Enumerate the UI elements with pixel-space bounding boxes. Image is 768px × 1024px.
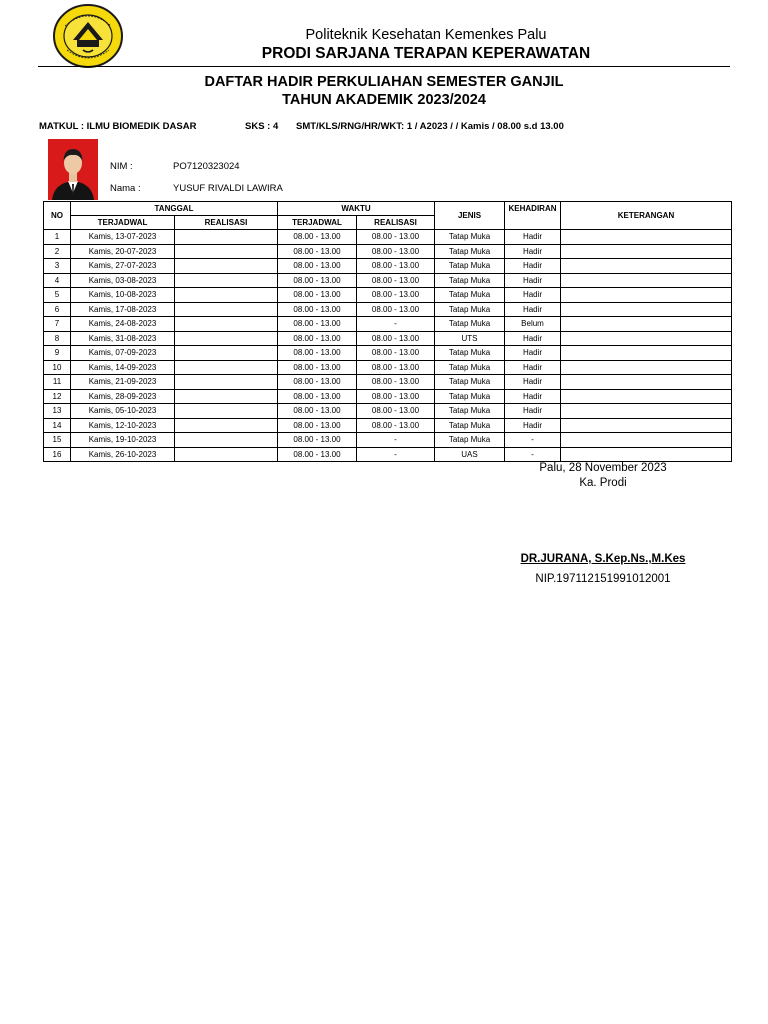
table-row <box>44 331 732 346</box>
remarks <box>561 273 732 288</box>
realized-date <box>175 404 278 419</box>
attendance-status: Hadir <box>505 389 561 404</box>
signature-role: Ka. Prodi <box>579 477 627 489</box>
remarks <box>561 375 732 390</box>
table-row <box>44 302 732 317</box>
attendance-status: Belum <box>505 317 561 332</box>
session-type: Tatap Muka <box>435 244 505 259</box>
realized-date <box>175 360 278 375</box>
attendance-status: Hadir <box>505 418 561 433</box>
attendance-status: Hadir <box>505 331 561 346</box>
scheduled-date: Kamis, 19-10-2023 <box>71 433 175 448</box>
row-number: 15 <box>44 433 71 448</box>
scheduled-date: Kamis, 21-09-2023 <box>71 375 175 390</box>
row-number: 8 <box>44 331 71 346</box>
realized-date <box>175 317 278 332</box>
session-type: Tatap Muka <box>435 317 505 332</box>
scheduled-time: 08.00 - 13.00 <box>278 447 357 462</box>
row-number: 4 <box>44 273 71 288</box>
session-type: Tatap Muka <box>435 230 505 245</box>
realized-time: 08.00 - 13.00 <box>357 389 435 404</box>
session-type: UAS <box>435 447 505 462</box>
attendance-status: Hadir <box>505 259 561 274</box>
table-row <box>44 317 732 332</box>
table-row <box>44 288 732 303</box>
table-row <box>44 360 732 375</box>
scheduled-date: Kamis, 27-07-2023 <box>71 259 175 274</box>
realized-date <box>175 418 278 433</box>
scheduled-date: Kamis, 03-08-2023 <box>71 273 175 288</box>
remarks <box>561 331 732 346</box>
realized-date <box>175 375 278 390</box>
realized-time: 08.00 - 13.00 <box>357 418 435 433</box>
header-waktu-terjadwal: TERJADWAL <box>278 216 357 230</box>
remarks <box>561 447 732 462</box>
attendance-status: Hadir <box>505 302 561 317</box>
realized-date <box>175 447 278 462</box>
table-row <box>44 230 732 245</box>
session-type: Tatap Muka <box>435 302 505 317</box>
attendance-status: Hadir <box>505 288 561 303</box>
attendance-status: Hadir <box>505 244 561 259</box>
remarks <box>561 389 732 404</box>
attendance-status: Hadir <box>505 230 561 245</box>
realized-time: 08.00 - 13.00 <box>357 273 435 288</box>
table-row <box>44 273 732 288</box>
session-type: Tatap Muka <box>435 418 505 433</box>
session-type: Tatap Muka <box>435 288 505 303</box>
header-jenis: JENIS <box>435 202 505 230</box>
row-number: 13 <box>44 404 71 419</box>
scheduled-date: Kamis, 13-07-2023 <box>71 230 175 245</box>
course-sks: SKS : 4 <box>245 121 279 132</box>
row-number: 11 <box>44 375 71 390</box>
session-type: Tatap Muka <box>435 433 505 448</box>
scheduled-time: 08.00 - 13.00 <box>278 317 357 332</box>
table-row <box>44 433 732 448</box>
scheduled-date: Kamis, 07-09-2023 <box>71 346 175 361</box>
table-row <box>44 346 732 361</box>
academic-year: TAHUN AKADEMIK 2023/2024 <box>282 92 486 108</box>
header-waktu: WAKTU <box>278 202 435 216</box>
poltekkes-logo <box>53 4 123 68</box>
scheduled-time: 08.00 - 13.00 <box>278 331 357 346</box>
name-label: Nama : <box>110 183 141 194</box>
scheduled-time: 08.00 - 13.00 <box>278 418 357 433</box>
realized-date <box>175 230 278 245</box>
attendance-status: Hadir <box>505 404 561 419</box>
row-number: 7 <box>44 317 71 332</box>
signature-place-date: Palu, 28 November 2023 <box>539 462 667 474</box>
row-number: 5 <box>44 288 71 303</box>
realized-time: 08.00 - 13.00 <box>357 244 435 259</box>
attendance-table <box>43 201 732 462</box>
row-number: 16 <box>44 447 71 462</box>
remarks <box>561 317 732 332</box>
name-value: YUSUF RIVALDI LAWIRA <box>173 183 283 194</box>
realized-time: 08.00 - 13.00 <box>357 288 435 303</box>
scheduled-date: Kamis, 31-08-2023 <box>71 331 175 346</box>
realized-date <box>175 433 278 448</box>
table-row <box>44 244 732 259</box>
header-no: NO <box>44 202 71 230</box>
row-number: 3 <box>44 259 71 274</box>
scheduled-time: 08.00 - 13.00 <box>278 273 357 288</box>
attendance-status: Hadir <box>505 346 561 361</box>
attendance-status: - <box>505 433 561 448</box>
attendance-status: Hadir <box>505 375 561 390</box>
row-number: 2 <box>44 244 71 259</box>
row-number: 9 <box>44 346 71 361</box>
table-row <box>44 375 732 390</box>
session-type: Tatap Muka <box>435 346 505 361</box>
nim-value: PO7120323024 <box>173 161 240 172</box>
remarks <box>561 259 732 274</box>
realized-time: 08.00 - 13.00 <box>357 346 435 361</box>
table-row <box>44 418 732 433</box>
signatory-nip: NIP.197112151991012001 <box>535 573 671 585</box>
row-number: 14 <box>44 418 71 433</box>
attendance-status: - <box>505 447 561 462</box>
scheduled-time: 08.00 - 13.00 <box>278 259 357 274</box>
session-type: Tatap Muka <box>435 389 505 404</box>
scheduled-time: 08.00 - 13.00 <box>278 302 357 317</box>
remarks <box>561 360 732 375</box>
header-divider <box>38 66 730 67</box>
remarks <box>561 346 732 361</box>
remarks <box>561 288 732 303</box>
realized-time: 08.00 - 13.00 <box>357 259 435 274</box>
scheduled-date: Kamis, 20-07-2023 <box>71 244 175 259</box>
course-schedule: SMT/KLS/RNG/HR/WKT: 1 / A2023 / / Kamis / 08.00 s.d 13.00 <box>296 121 564 132</box>
session-type: Tatap Muka <box>435 273 505 288</box>
row-number: 12 <box>44 389 71 404</box>
scheduled-date: Kamis, 28-09-2023 <box>71 389 175 404</box>
remarks <box>561 230 732 245</box>
table-row <box>44 447 732 462</box>
row-number: 1 <box>44 230 71 245</box>
remarks <box>561 302 732 317</box>
realized-date <box>175 389 278 404</box>
scheduled-time: 08.00 - 13.00 <box>278 360 357 375</box>
student-photo <box>48 139 98 200</box>
scheduled-date: Kamis, 26-10-2023 <box>71 447 175 462</box>
session-type: Tatap Muka <box>435 375 505 390</box>
attendance-status: Hadir <box>505 273 561 288</box>
table-row <box>44 259 732 274</box>
scheduled-time: 08.00 - 13.00 <box>278 244 357 259</box>
header-tanggal-realisasi: REALISASI <box>175 216 278 230</box>
header-waktu-realisasi: REALISASI <box>357 216 435 230</box>
scheduled-date: Kamis, 05-10-2023 <box>71 404 175 419</box>
realized-time: 08.00 - 13.00 <box>357 230 435 245</box>
session-type: Tatap Muka <box>435 360 505 375</box>
realized-date <box>175 259 278 274</box>
scheduled-time: 08.00 - 13.00 <box>278 433 357 448</box>
remarks <box>561 433 732 448</box>
realized-date <box>175 288 278 303</box>
realized-date <box>175 346 278 361</box>
scheduled-date: Kamis, 24-08-2023 <box>71 317 175 332</box>
realized-time: 08.00 - 13.00 <box>357 360 435 375</box>
remarks <box>561 418 732 433</box>
signatory-name: DR.JURANA, S.Kep.Ns.,M.Kes <box>520 553 686 565</box>
realized-time: - <box>357 447 435 462</box>
scheduled-time: 08.00 - 13.00 <box>278 230 357 245</box>
realized-date <box>175 273 278 288</box>
institution-name: Politeknik Kesehatan Kemenkes Palu <box>305 27 547 43</box>
scheduled-date: Kamis, 14-09-2023 <box>71 360 175 375</box>
realized-date <box>175 331 278 346</box>
header-keterangan: KETERANGAN <box>561 202 732 230</box>
course-name: MATKUL : ILMU BIOMEDIK DASAR <box>39 121 197 132</box>
realized-time: 08.00 - 13.00 <box>357 302 435 317</box>
header-kehadiran: KEHADIRAN <box>505 202 561 230</box>
realized-time: 08.00 - 13.00 <box>357 375 435 390</box>
header-tanggal-terjadwal: TERJADWAL <box>71 216 175 230</box>
scheduled-time: 08.00 - 13.00 <box>278 389 357 404</box>
realized-time: 08.00 - 13.00 <box>357 331 435 346</box>
table-row <box>44 389 732 404</box>
program-name: PRODI SARJANA TERAPAN KEPERAWATAN <box>261 45 591 62</box>
document-title: DAFTAR HADIR PERKULIAHAN SEMESTER GANJIL <box>204 74 564 90</box>
realized-date <box>175 302 278 317</box>
row-number: 6 <box>44 302 71 317</box>
realized-time: - <box>357 433 435 448</box>
realized-time: 08.00 - 13.00 <box>357 404 435 419</box>
nim-label: NIM : <box>110 161 133 172</box>
scheduled-time: 08.00 - 13.00 <box>278 288 357 303</box>
remarks <box>561 244 732 259</box>
session-type: Tatap Muka <box>435 259 505 274</box>
remarks <box>561 404 732 419</box>
session-type: UTS <box>435 331 505 346</box>
scheduled-time: 08.00 - 13.00 <box>278 346 357 361</box>
attendance-status: Hadir <box>505 360 561 375</box>
scheduled-time: 08.00 - 13.00 <box>278 375 357 390</box>
scheduled-time: 08.00 - 13.00 <box>278 404 357 419</box>
realized-time: - <box>357 317 435 332</box>
scheduled-date: Kamis, 12-10-2023 <box>71 418 175 433</box>
session-type: Tatap Muka <box>435 404 505 419</box>
attendance-rows <box>44 230 732 462</box>
table-row <box>44 404 732 419</box>
scheduled-date: Kamis, 17-08-2023 <box>71 302 175 317</box>
realized-date <box>175 244 278 259</box>
row-number: 10 <box>44 360 71 375</box>
scheduled-date: Kamis, 10-08-2023 <box>71 288 175 303</box>
header-tanggal: TANGGAL <box>71 202 278 216</box>
